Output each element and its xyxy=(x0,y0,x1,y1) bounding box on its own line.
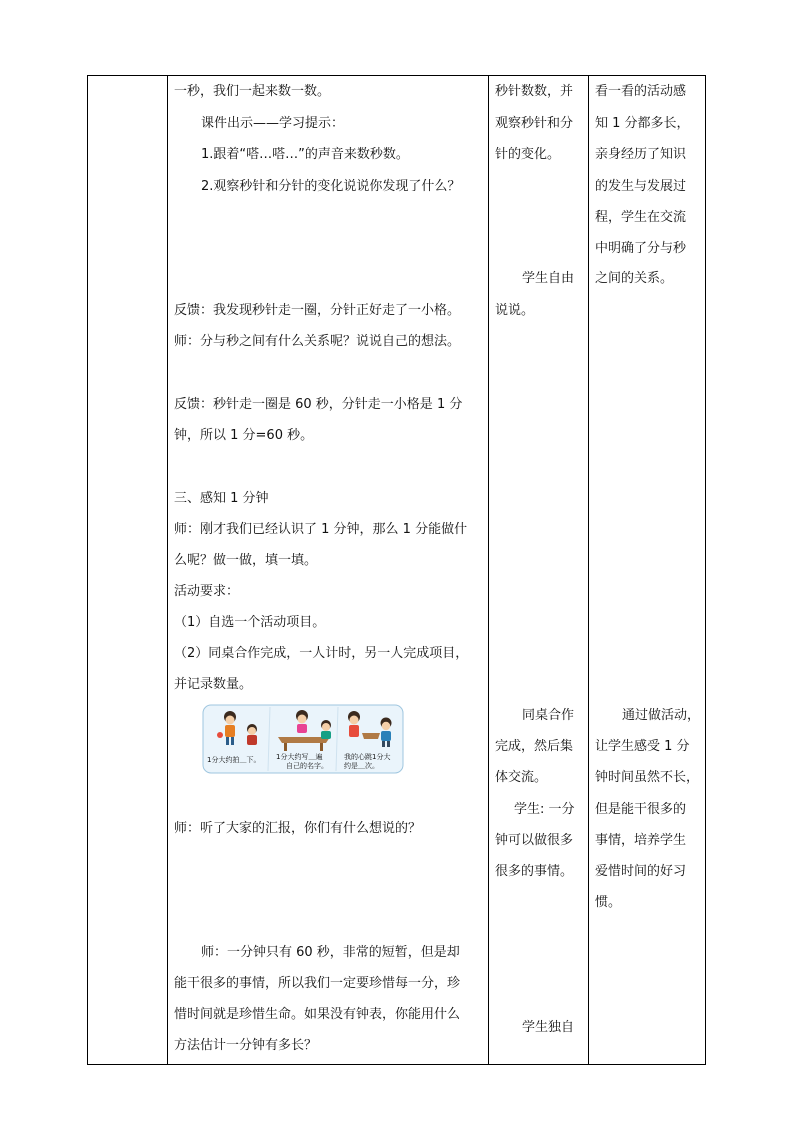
intent-line: 让学生感受 1 分 xyxy=(595,739,690,754)
intent-line: 之间的关系。 xyxy=(595,271,674,286)
process-line: （1）自选一个活动项目。 xyxy=(174,615,326,630)
student-line: 体交流。 xyxy=(495,770,548,785)
process-line: 师：刚才我们已经认识了 1 分钟，那么 1 分能做什 xyxy=(174,522,468,537)
student-line: 秒针数数，并 xyxy=(495,84,574,99)
process-line: 活动要求： xyxy=(174,584,240,599)
process-line: 1.跟着“嗒…嗒…”的声音来数秒数。 xyxy=(201,147,409,162)
illustration-caption: 1分大约写＿遍 xyxy=(276,753,323,761)
process-line: 一秒，我们一起来数一数。 xyxy=(174,84,331,99)
intent-line: 中明确了分与秒 xyxy=(595,241,687,256)
intent-line: 事情，培养学生 xyxy=(595,833,687,848)
student-line: 学生独自 xyxy=(522,1020,575,1035)
process-line: 师：一分钟只有 60 秒，非常的短暂，但是却 xyxy=(201,945,460,960)
process-line: 方法估计一分钟有多长？ xyxy=(174,1038,318,1053)
student-line: 观察秒针和分 xyxy=(495,116,574,131)
activity-illustration xyxy=(202,703,404,776)
intent-line: 的发生与发展过 xyxy=(595,179,687,194)
student-line: 说说。 xyxy=(495,303,535,318)
student-line: 很多的事情。 xyxy=(495,864,574,879)
illustration-caption: 我的心跳1分大 xyxy=(344,753,391,761)
intent-line: 但是能干很多的 xyxy=(595,802,687,817)
process-line: 课件出示——学习提示： xyxy=(201,116,345,131)
student-line: 钟可以做很多 xyxy=(495,833,574,848)
intent-line: 看一看的活动感 xyxy=(595,84,687,99)
intent-line: 亲身经历了知识 xyxy=(595,147,687,162)
intent-line: 程，学生在交流 xyxy=(595,210,687,225)
student-line: 同桌合作 xyxy=(522,708,575,723)
intent-line: 知 1 分都多长， xyxy=(595,116,690,131)
illustration-caption: 约是＿次。 xyxy=(344,762,379,770)
intent-line: 钟时间虽然不长， xyxy=(595,770,700,785)
illustration-caption: 自己的名字。 xyxy=(286,762,328,770)
intent-line: 爱惜时间的好习 xyxy=(595,864,687,879)
student-line: 针的变化。 xyxy=(495,147,561,162)
process-line: 惜时间就是珍惜生命。如果没有钟表，你能用什么 xyxy=(174,1007,461,1022)
intent-line: 通过做活动， xyxy=(622,708,701,723)
column-divider xyxy=(167,76,168,1064)
process-line: 2.观察秒针和分针的变化说说你发现了什么？ xyxy=(201,179,461,194)
column-divider xyxy=(488,76,489,1064)
process-line: 师：听了大家的汇报，你们有什么想说的？ xyxy=(174,821,422,836)
process-line: 反馈：我发现秒针走一圈，分针正好走了一小格。 xyxy=(174,303,461,318)
process-line: 师：分与秒之间有什么关系呢？说说自己的想法。 xyxy=(174,334,461,349)
student-line: 完成，然后集 xyxy=(495,739,574,754)
section-heading: 三、感知 1 分钟 xyxy=(174,491,269,506)
student-line: 学生: 一分 xyxy=(514,802,575,817)
intent-line: 惯。 xyxy=(595,895,622,910)
process-line: （2）同桌合作完成，一人计时，另一人完成项目， xyxy=(174,646,469,661)
illustration-caption: 1分大约拍＿下。 xyxy=(207,756,261,764)
process-line: 能干很多的事情，所以我们一定要珍惜每一分，珍 xyxy=(174,976,461,991)
process-line: 反馈：秒针走一圈是 60 秒，分针走一小格是 1 分 xyxy=(174,397,463,412)
process-line: 钟，所以 1 分=60 秒。 xyxy=(174,428,314,443)
student-line: 学生自由 xyxy=(522,271,575,286)
process-line: 么呢？做一做，填一填。 xyxy=(174,553,318,568)
column-divider xyxy=(588,76,589,1064)
process-line: 并记录数量。 xyxy=(174,677,253,692)
